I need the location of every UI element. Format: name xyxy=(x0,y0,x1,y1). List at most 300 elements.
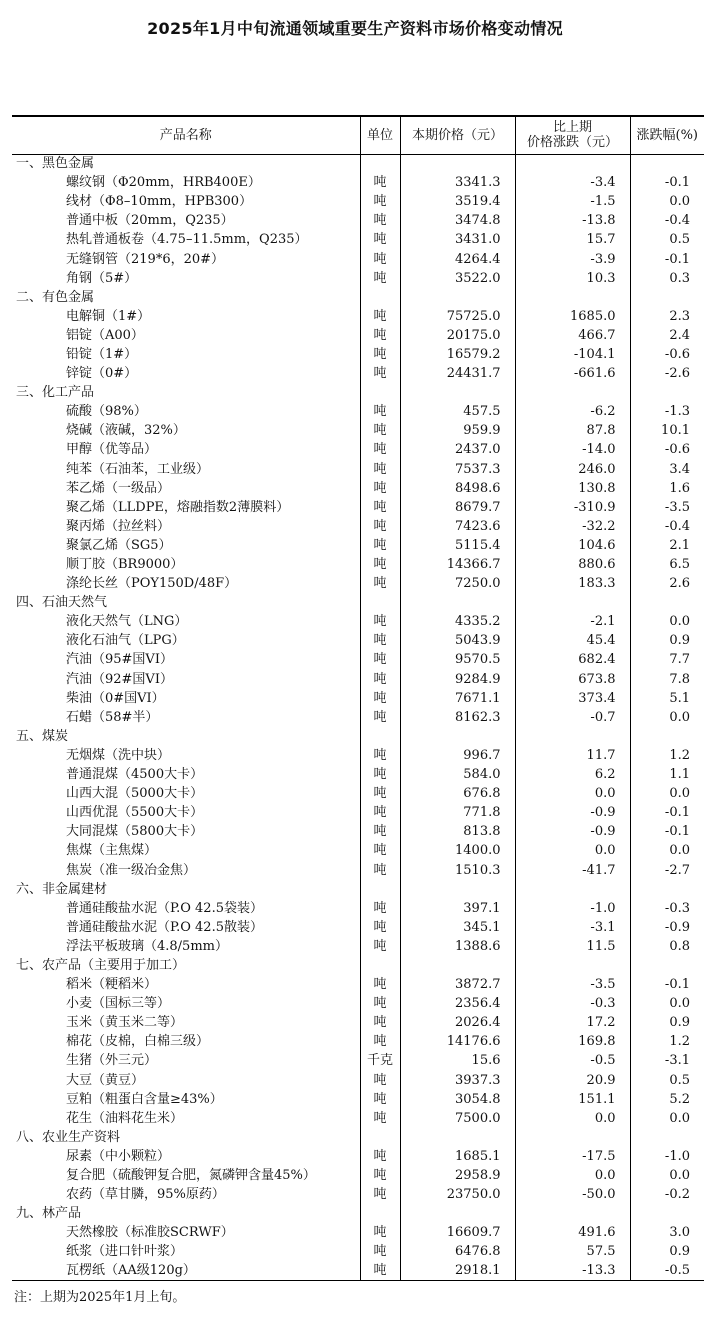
table-row xyxy=(12,708,704,727)
table-row xyxy=(12,784,704,803)
price-change: 682.4 xyxy=(515,650,630,669)
price: 676.8 xyxy=(400,784,515,803)
product-name: 液化天然气（LNG） xyxy=(66,614,188,630)
price: 457.5 xyxy=(400,402,515,421)
unit: 吨 xyxy=(360,822,400,841)
price: 3341.3 xyxy=(400,173,515,192)
price: 14176.6 xyxy=(400,1032,515,1051)
category-price-cell xyxy=(400,1204,515,1223)
change-percent: 0.0 xyxy=(630,708,704,727)
table-row xyxy=(12,803,704,822)
product-name: 浮法平板玻璃（4.8/5mm） xyxy=(66,938,228,954)
change-percent: -0.6 xyxy=(630,440,704,459)
change-percent: -3.1 xyxy=(630,1051,704,1070)
product-name: 山西优混（5500大卡） xyxy=(66,805,204,821)
unit: 吨 xyxy=(360,670,400,689)
table-row xyxy=(12,402,704,421)
table-row xyxy=(12,918,704,937)
category-price-cell xyxy=(400,880,515,899)
footnote: 注：上期为2025年1月上旬。 xyxy=(14,1290,186,1305)
change-percent: 3.4 xyxy=(630,460,704,479)
unit: 吨 xyxy=(360,975,400,994)
table-row xyxy=(12,517,704,536)
price-change: 11.5 xyxy=(515,937,630,956)
product-name: 烧碱（液碱，32%） xyxy=(66,423,186,439)
product-name: 大同混煤（5800大卡） xyxy=(66,824,204,840)
category-pct-cell xyxy=(630,727,704,746)
category-name: 二、有色金属 xyxy=(16,289,95,305)
price-change: -3.5 xyxy=(515,975,630,994)
table-row xyxy=(12,899,704,918)
table-row xyxy=(12,326,704,345)
product-name: 锌锭（0#） xyxy=(66,366,138,382)
category-change-cell xyxy=(515,727,630,746)
price-change: -41.7 xyxy=(515,860,630,879)
price-change: -13.3 xyxy=(515,1261,630,1280)
product-name: 聚乙烯（LLDPE，熔融指数2薄膜料） xyxy=(66,499,290,515)
price-change: -50.0 xyxy=(515,1185,630,1204)
price: 1388.6 xyxy=(400,937,515,956)
change-percent: 2.4 xyxy=(630,326,704,345)
price-change: -1.5 xyxy=(515,192,630,211)
category-unit-cell xyxy=(360,288,400,307)
price-change: -13.8 xyxy=(515,211,630,230)
unit: 吨 xyxy=(360,402,400,421)
price: 3431.0 xyxy=(400,230,515,249)
unit: 吨 xyxy=(360,765,400,784)
price: 2356.4 xyxy=(400,994,515,1013)
price: 16609.7 xyxy=(400,1223,515,1242)
category-unit-cell xyxy=(360,154,400,173)
table-header xyxy=(12,116,704,154)
table-row xyxy=(12,1071,704,1090)
price-change: -32.2 xyxy=(515,517,630,536)
table-row xyxy=(12,479,704,498)
price-change: 6.2 xyxy=(515,765,630,784)
header-change-line1: 比上期 xyxy=(552,120,592,136)
unit: 吨 xyxy=(360,1261,400,1280)
price: 3937.3 xyxy=(400,1071,515,1090)
unit: 吨 xyxy=(360,307,400,326)
table-row xyxy=(12,975,704,994)
price-change: 0.0 xyxy=(515,1109,630,1128)
category-pct-cell xyxy=(630,1128,704,1147)
product-name: 天然橡胶（标准胶SCRWF） xyxy=(66,1225,234,1241)
price-change: 104.6 xyxy=(515,536,630,555)
change-percent: 1.2 xyxy=(630,1032,704,1051)
unit: 千克 xyxy=(360,1051,400,1070)
header-percent: 涨跌幅(%) xyxy=(630,116,704,154)
product-name: 热轧普通板卷（4.75–11.5mm，Q235） xyxy=(66,232,308,248)
unit: 吨 xyxy=(360,918,400,937)
price: 584.0 xyxy=(400,765,515,784)
unit: 吨 xyxy=(360,1013,400,1032)
table-row xyxy=(12,746,704,765)
price: 3519.4 xyxy=(400,192,515,211)
unit: 吨 xyxy=(360,937,400,956)
price-change: 373.4 xyxy=(515,689,630,708)
table-row xyxy=(12,249,704,268)
price: 813.8 xyxy=(400,822,515,841)
price: 1400.0 xyxy=(400,841,515,860)
product-name: 无缝钢管（219*6，20#） xyxy=(66,251,225,267)
unit: 吨 xyxy=(360,1071,400,1090)
product-name: 涤纶长丝（POY150D/48F） xyxy=(66,576,238,592)
header-change xyxy=(515,116,630,154)
change-percent: -0.4 xyxy=(630,517,704,536)
price-change: -0.9 xyxy=(515,803,630,822)
table-row xyxy=(12,307,704,326)
product-name: 甲醇（优等品） xyxy=(66,442,158,458)
table-row xyxy=(12,841,704,860)
product-name: 聚氯乙烯（SG5） xyxy=(66,537,172,553)
price: 16579.2 xyxy=(400,345,515,364)
product-name: 液化石油气（LPG） xyxy=(66,633,185,649)
unit: 吨 xyxy=(360,689,400,708)
unit: 吨 xyxy=(360,326,400,345)
price: 2437.0 xyxy=(400,440,515,459)
product-name: 无烟煤（洗中块） xyxy=(66,747,171,763)
category-name: 六、非金属建材 xyxy=(16,881,108,897)
table-row xyxy=(12,211,704,230)
price: 345.1 xyxy=(400,918,515,937)
unit: 吨 xyxy=(360,192,400,211)
change-percent: 10.1 xyxy=(630,421,704,440)
product-name: 硫酸（98%） xyxy=(66,404,147,420)
category-unit-cell xyxy=(360,880,400,899)
category-name: 五、煤炭 xyxy=(16,728,69,744)
price-change: 880.6 xyxy=(515,555,630,574)
table-row xyxy=(12,421,704,440)
product-name: 石蜡（58#半） xyxy=(66,709,159,725)
product-name: 顺丁胶（BR9000） xyxy=(66,557,184,573)
unit: 吨 xyxy=(360,650,400,669)
product-name: 焦煤（主焦煤） xyxy=(66,843,158,859)
unit: 吨 xyxy=(360,1242,400,1261)
table-row xyxy=(12,1185,704,1204)
unit: 吨 xyxy=(360,1185,400,1204)
product-name: 普通硅酸盐水泥（P.O 42.5散装） xyxy=(66,919,263,935)
unit: 吨 xyxy=(360,612,400,631)
category-unit-cell xyxy=(360,727,400,746)
product-name: 电解铜（1#） xyxy=(66,308,151,324)
price: 1685.1 xyxy=(400,1147,515,1166)
price: 3054.8 xyxy=(400,1090,515,1109)
unit: 吨 xyxy=(360,631,400,650)
product-name: 尿素（中小颗粒） xyxy=(66,1148,171,1164)
category-pct-cell xyxy=(630,880,704,899)
header-price: 本期价格（元） xyxy=(400,116,515,154)
table-row xyxy=(12,173,704,192)
unit: 吨 xyxy=(360,249,400,268)
product-name: 生猪（外三元） xyxy=(66,1053,158,1069)
category-unit-cell xyxy=(360,593,400,612)
change-percent: -1.3 xyxy=(630,402,704,421)
table-row xyxy=(12,1051,704,1070)
change-percent: 0.9 xyxy=(630,1242,704,1261)
change-percent: -1.0 xyxy=(630,1147,704,1166)
price-change: 673.8 xyxy=(515,670,630,689)
product-name: 复合肥（硫酸钾复合肥，氮磷钾含量45%） xyxy=(66,1168,316,1184)
table-row xyxy=(12,460,704,479)
table-row xyxy=(12,574,704,593)
price: 1510.3 xyxy=(400,860,515,879)
change-percent: -0.4 xyxy=(630,211,704,230)
price-change: -14.0 xyxy=(515,440,630,459)
price-change: 87.8 xyxy=(515,421,630,440)
unit: 吨 xyxy=(360,345,400,364)
table-row xyxy=(12,937,704,956)
change-percent: 0.0 xyxy=(630,1166,704,1185)
change-percent: 0.0 xyxy=(630,784,704,803)
price: 8679.7 xyxy=(400,498,515,517)
price: 20175.0 xyxy=(400,326,515,345)
table-row xyxy=(12,765,704,784)
product-name: 山西大混（5000大卡） xyxy=(66,786,204,802)
price-change: 15.7 xyxy=(515,230,630,249)
price: 9284.9 xyxy=(400,670,515,689)
table-row xyxy=(12,364,704,383)
price-change: -310.9 xyxy=(515,498,630,517)
unit: 吨 xyxy=(360,899,400,918)
table-row xyxy=(12,269,704,288)
change-percent: 0.9 xyxy=(630,1013,704,1032)
category-row xyxy=(12,1128,704,1147)
table-row xyxy=(12,192,704,211)
price-change: 0.0 xyxy=(515,841,630,860)
product-name: 小麦（国标三等） xyxy=(66,996,171,1012)
unit: 吨 xyxy=(360,1109,400,1128)
price-change: -6.2 xyxy=(515,402,630,421)
price-change: -0.3 xyxy=(515,994,630,1013)
unit: 吨 xyxy=(360,860,400,879)
price-change: -104.1 xyxy=(515,345,630,364)
table-row xyxy=(12,631,704,650)
change-percent: -0.1 xyxy=(630,975,704,994)
category-pct-cell xyxy=(630,1204,704,1223)
product-name: 焦炭（准一级冶金焦） xyxy=(66,862,197,878)
table-row xyxy=(12,230,704,249)
price: 5115.4 xyxy=(400,536,515,555)
price: 2958.9 xyxy=(400,1166,515,1185)
product-name: 铅锭（1#） xyxy=(66,346,138,362)
unit: 吨 xyxy=(360,364,400,383)
change-percent: -2.7 xyxy=(630,860,704,879)
category-change-cell xyxy=(515,956,630,975)
category-unit-cell xyxy=(360,956,400,975)
change-percent: -0.5 xyxy=(630,1261,704,1280)
change-percent: 0.0 xyxy=(630,841,704,860)
price: 996.7 xyxy=(400,746,515,765)
price: 7500.0 xyxy=(400,1109,515,1128)
category-change-cell xyxy=(515,1204,630,1223)
category-row xyxy=(12,880,704,899)
price: 4335.2 xyxy=(400,612,515,631)
change-percent: -0.1 xyxy=(630,249,704,268)
product-name: 普通混煤（4500大卡） xyxy=(66,767,204,783)
change-percent: 0.5 xyxy=(630,230,704,249)
price-change: 45.4 xyxy=(515,631,630,650)
price-change: 11.7 xyxy=(515,746,630,765)
table-row xyxy=(12,670,704,689)
category-name: 三、化工产品 xyxy=(16,385,95,401)
price-table xyxy=(12,115,704,1281)
change-percent: -0.2 xyxy=(630,1185,704,1204)
category-price-cell xyxy=(400,383,515,402)
price-change: -0.7 xyxy=(515,708,630,727)
category-unit-cell xyxy=(360,1128,400,1147)
category-name: 八、农业生产资料 xyxy=(16,1129,121,1145)
category-price-cell xyxy=(400,288,515,307)
category-pct-cell xyxy=(630,288,704,307)
price: 2918.1 xyxy=(400,1261,515,1280)
price-change: -1.0 xyxy=(515,899,630,918)
category-change-cell xyxy=(515,1128,630,1147)
category-price-cell xyxy=(400,154,515,173)
price: 8498.6 xyxy=(400,479,515,498)
product-name: 汽油（92#国VI） xyxy=(66,671,173,687)
product-name: 柴油（0#国VI） xyxy=(66,690,165,706)
price: 3474.8 xyxy=(400,211,515,230)
category-row xyxy=(12,154,704,173)
change-percent: 7.7 xyxy=(630,650,704,669)
price-change: 130.8 xyxy=(515,479,630,498)
product-name: 大豆（黄豆） xyxy=(66,1072,145,1088)
change-percent: -0.9 xyxy=(630,918,704,937)
category-unit-cell xyxy=(360,1204,400,1223)
table-row xyxy=(12,860,704,879)
header-product-name: 产品名称 xyxy=(12,116,360,154)
price-change: 57.5 xyxy=(515,1242,630,1261)
unit: 吨 xyxy=(360,708,400,727)
price: 23750.0 xyxy=(400,1185,515,1204)
change-percent: 5.2 xyxy=(630,1090,704,1109)
category-row xyxy=(12,1204,704,1223)
change-percent: 5.1 xyxy=(630,689,704,708)
price: 9570.5 xyxy=(400,650,515,669)
change-percent: -0.6 xyxy=(630,345,704,364)
table-row xyxy=(12,536,704,555)
unit: 吨 xyxy=(360,1223,400,1242)
unit: 吨 xyxy=(360,173,400,192)
table-row xyxy=(12,650,704,669)
price: 4264.4 xyxy=(400,249,515,268)
product-name: 纸浆（进口针叶浆） xyxy=(66,1244,184,1260)
change-percent: 2.6 xyxy=(630,574,704,593)
change-percent: 0.9 xyxy=(630,631,704,650)
price: 5043.9 xyxy=(400,631,515,650)
price: 7423.6 xyxy=(400,517,515,536)
unit: 吨 xyxy=(360,421,400,440)
product-name: 普通中板（20mm，Q235） xyxy=(66,213,234,229)
product-name: 聚丙烯（拉丝料） xyxy=(66,518,171,534)
price: 7537.3 xyxy=(400,460,515,479)
change-percent: 2.3 xyxy=(630,307,704,326)
unit: 吨 xyxy=(360,1090,400,1109)
product-name: 棉花（皮棉，白棉三级） xyxy=(66,1034,210,1050)
category-name: 九、林产品 xyxy=(16,1206,82,1222)
change-percent: -0.1 xyxy=(630,822,704,841)
product-name: 苯乙烯（一级品） xyxy=(66,480,171,496)
price: 75725.0 xyxy=(400,307,515,326)
price-change: 466.7 xyxy=(515,326,630,345)
change-percent: -2.6 xyxy=(630,364,704,383)
category-price-cell xyxy=(400,1128,515,1147)
change-percent: 0.0 xyxy=(630,612,704,631)
product-name: 豆粕（粗蛋白含量≥43%） xyxy=(66,1091,223,1107)
category-pct-cell xyxy=(630,956,704,975)
unit: 吨 xyxy=(360,994,400,1013)
table-row xyxy=(12,345,704,364)
price-change: 151.1 xyxy=(515,1090,630,1109)
product-name: 瓦楞纸（AA级120g） xyxy=(66,1263,196,1279)
unit: 吨 xyxy=(360,517,400,536)
price-change: -3.1 xyxy=(515,918,630,937)
unit: 吨 xyxy=(360,479,400,498)
change-percent: 1.1 xyxy=(630,765,704,784)
table-row xyxy=(12,1261,704,1280)
price-change: -0.5 xyxy=(515,1051,630,1070)
price-change: -0.9 xyxy=(515,822,630,841)
unit: 吨 xyxy=(360,574,400,593)
change-percent: 0.0 xyxy=(630,994,704,1013)
table-row xyxy=(12,1109,704,1128)
change-percent: 0.0 xyxy=(630,192,704,211)
page-title: 2025年1月中旬流通领域重要生产资料市场价格变动情况 xyxy=(147,19,563,38)
table-row xyxy=(12,994,704,1013)
product-name: 玉米（黄玉米二等） xyxy=(66,1015,184,1031)
price: 771.8 xyxy=(400,803,515,822)
category-row xyxy=(12,593,704,612)
product-name: 普通硅酸盐水泥（P.O 42.5袋装） xyxy=(66,900,263,916)
category-price-cell xyxy=(400,727,515,746)
change-percent: -3.5 xyxy=(630,498,704,517)
price: 15.6 xyxy=(400,1051,515,1070)
header-change-line2: 价格涨跌（元） xyxy=(526,135,618,151)
product-name: 汽油（95#国VI） xyxy=(66,652,173,668)
table-row xyxy=(12,1090,704,1109)
price: 959.9 xyxy=(400,421,515,440)
product-name: 农药（草甘膦，95%原药） xyxy=(66,1187,225,1203)
table-row xyxy=(12,612,704,631)
category-change-cell xyxy=(515,593,630,612)
price: 3872.7 xyxy=(400,975,515,994)
table-row xyxy=(12,1013,704,1032)
change-percent: 2.1 xyxy=(630,536,704,555)
table-row xyxy=(12,1166,704,1185)
price: 24431.7 xyxy=(400,364,515,383)
price-change: 0.0 xyxy=(515,784,630,803)
product-name: 稻米（粳稻米） xyxy=(66,977,158,993)
unit: 吨 xyxy=(360,841,400,860)
header-unit: 单位 xyxy=(360,116,400,154)
unit: 吨 xyxy=(360,1032,400,1051)
product-name: 花生（油料花生米） xyxy=(66,1110,184,1126)
category-name: 四、石油天然气 xyxy=(16,595,108,611)
category-name: 七、农产品（主要用于加工） xyxy=(16,957,186,973)
unit: 吨 xyxy=(360,230,400,249)
unit: 吨 xyxy=(360,498,400,517)
table-body xyxy=(12,154,704,1281)
unit: 吨 xyxy=(360,269,400,288)
unit: 吨 xyxy=(360,536,400,555)
change-percent: -0.3 xyxy=(630,899,704,918)
price-change: 246.0 xyxy=(515,460,630,479)
change-percent: 7.8 xyxy=(630,670,704,689)
change-percent: -0.1 xyxy=(630,173,704,192)
price-change: 0.0 xyxy=(515,1166,630,1185)
change-percent: 6.5 xyxy=(630,555,704,574)
